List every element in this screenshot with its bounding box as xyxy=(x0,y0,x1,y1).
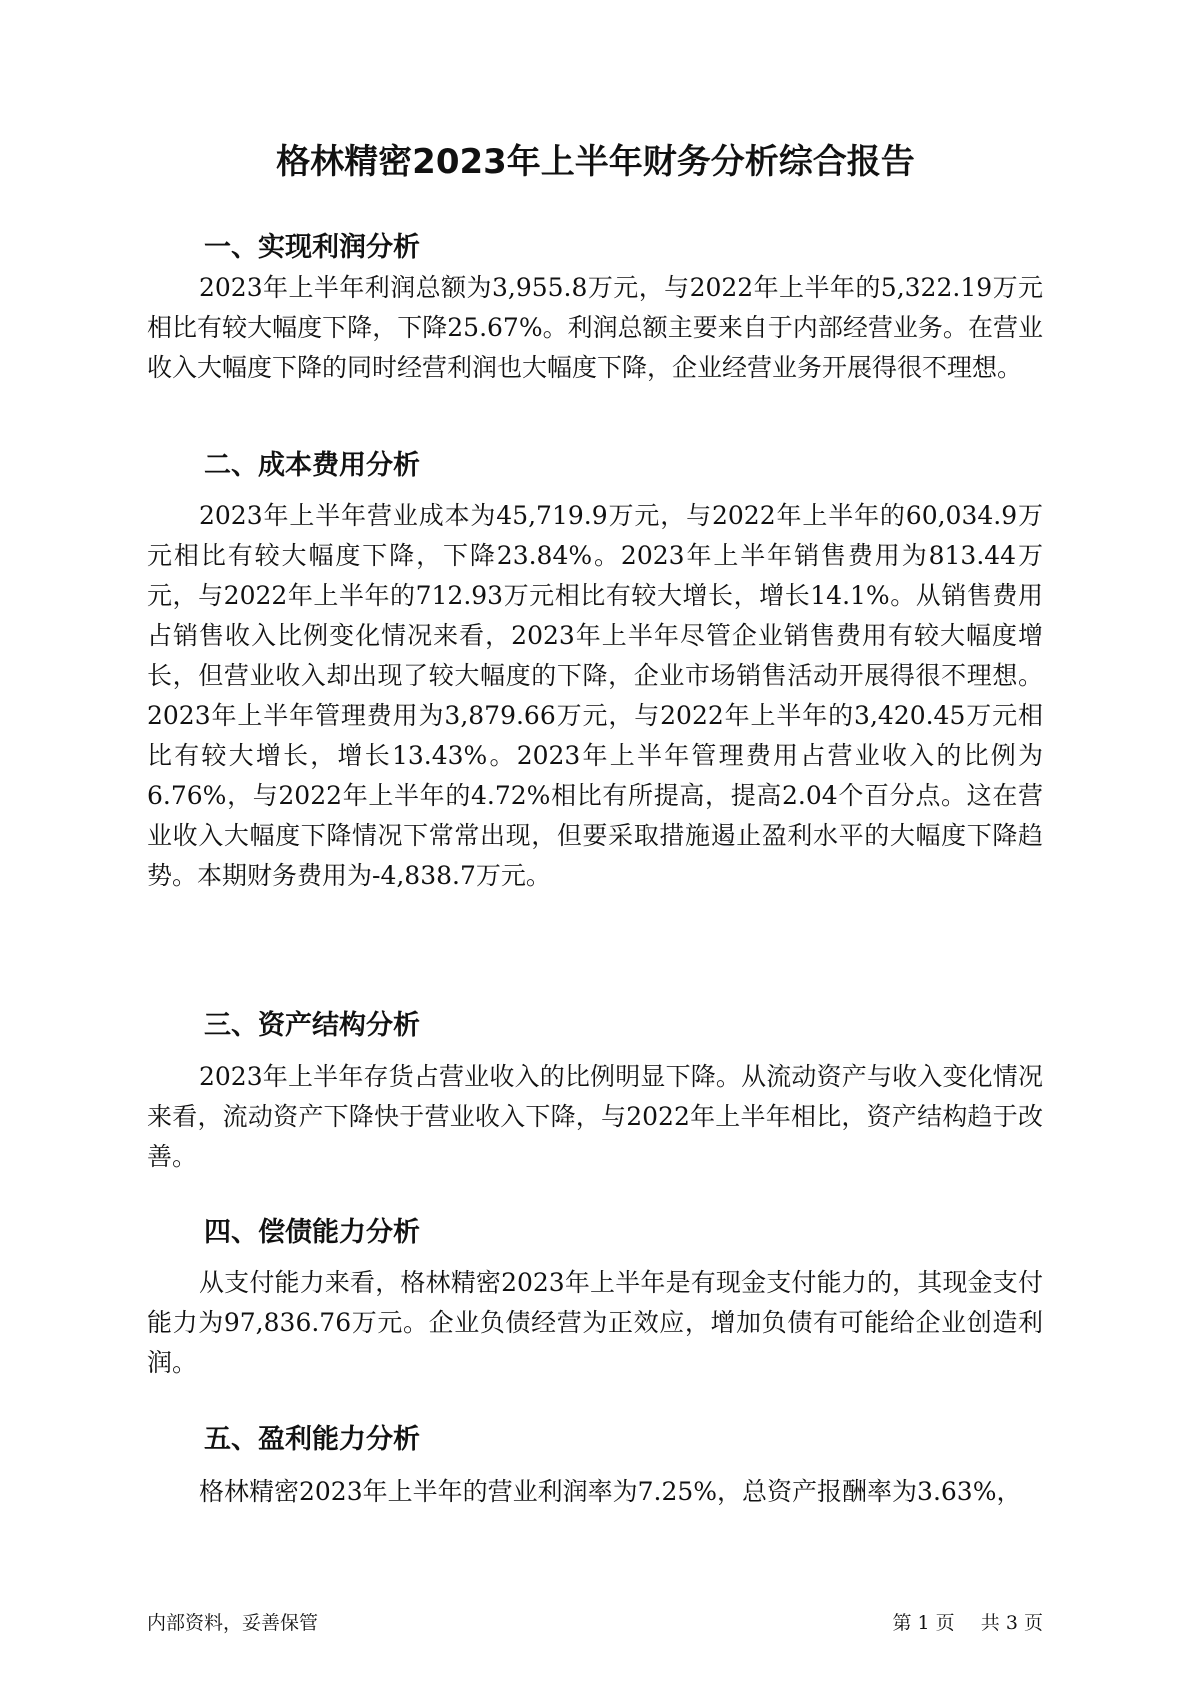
page-total: 3 xyxy=(1005,1612,1018,1634)
section-heading-assets: 三、资产结构分析 xyxy=(204,1010,420,1041)
section-paragraph-profitability: 格林精密2023年上半年的营业利润率为7.25%，总资产报酬率为3.63%， xyxy=(199,1477,1022,1506)
footer-page-number xyxy=(892,1609,1043,1637)
section-paragraph-cost: 2023年上半年营业成本为45,719.9万元，与2022年上半年的60,034.9万元相比有较大幅度下降，下降23.84%。2023年上半年销售费用为813.44万元，与2022年上半年的712.93万元相比有较大增长，增长14.1%。从销售费用占销售收入比例变化情况来看，2023年上半年尽管企业销售费用有较大幅度增长，但营业收入却出现了较大幅度的下降，企业市场销售活动开展得很不理想。2023年上半年管理费用为3,879.66万元，与2022年上半年的3,420.45万元相比有较大增长，增长13.43%。2023年上半年管理费用占营业收入的比例为6.76%，与2022年上半年的4.72%相比有所提高，提高2.04个百分点。这在营业收入大幅度下降情况下常常出现，但要采取措施遏止盈利水平的大幅度下降趋势。本期财务费用为-4,838.7万元。 xyxy=(147,501,1043,890)
page-label-prefix: 第 xyxy=(892,1612,912,1634)
page-current: 1 xyxy=(917,1612,930,1634)
total-label-prefix: 共 xyxy=(980,1612,1000,1634)
page-label-mid: 页 xyxy=(935,1612,955,1634)
section-paragraph-solvency: 从支付能力来看，格林精密2023年上半年是有现金支付能力的，其现金支付能力为97,836.76万元。企业负债经营为正效应，增加负债有可能给企业创造利润。 xyxy=(147,1268,1043,1377)
footer-confidential-note: 内部资料，妥善保管 xyxy=(147,1612,319,1634)
section-heading-profit: 一、实现利润分析 xyxy=(204,232,420,263)
section-heading-profitability: 五、盈利能力分析 xyxy=(204,1424,420,1455)
section-heading-cost: 二、成本费用分析 xyxy=(204,450,420,481)
total-label-suffix: 页 xyxy=(1023,1612,1043,1634)
document-title: 格林精密2023年上半年财务分析综合报告 xyxy=(276,142,915,182)
section-paragraph-assets: 2023年上半年存货占营业收入的比例明显下降。从流动资产与收入变化情况来看，流动资产下降快于营业收入下降，与2022年上半年相比，资产结构趋于改善。 xyxy=(147,1062,1043,1171)
section-paragraph-profit: 2023年上半年利润总额为3,955.8万元，与2022年上半年的5,322.19万元相比有较大幅度下降，下降25.67%。利润总额主要来自于内部经营业务。在营业收入大幅度下降的同时经营利润也大幅度下降，企业经营业务开展得很不理想。 xyxy=(147,273,1043,382)
section-heading-solvency: 四、偿债能力分析 xyxy=(204,1217,420,1248)
